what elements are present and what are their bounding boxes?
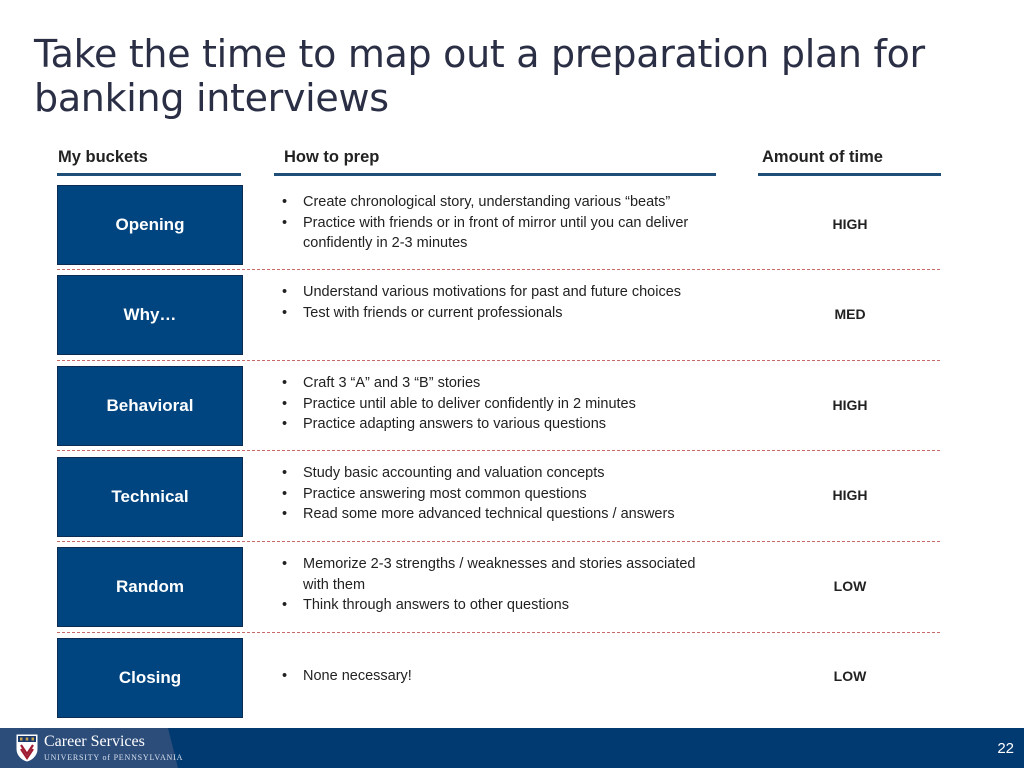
header-how-to-prep: How to prep bbox=[284, 148, 380, 166]
logo-university: UNIVERSITY of PENNSYLVANIA bbox=[44, 753, 184, 762]
row-divider bbox=[57, 541, 940, 542]
prep-list-technical bbox=[280, 463, 710, 525]
bucket-technical: Technical bbox=[57, 457, 243, 537]
prep-bullet: • Practice until able to deliver confidently in 2 minutes bbox=[280, 394, 710, 415]
prep-bullet: • Craft 3 “A” and 3 “B” stories bbox=[280, 373, 710, 394]
header-my-buckets: My buckets bbox=[58, 148, 148, 166]
amount-why: MED bbox=[834, 306, 866, 322]
prep-list-behavioral bbox=[280, 373, 710, 435]
plan-row-random bbox=[0, 547, 1024, 627]
row-divider bbox=[57, 269, 940, 270]
row-divider bbox=[57, 632, 940, 633]
prep-bullet: • Study basic accounting and valuation concepts bbox=[280, 463, 710, 484]
prep-list-random bbox=[280, 554, 710, 616]
prep-bullet: • Think through answers to other questions bbox=[280, 595, 710, 616]
prep-bullet: • Practice answering most common questions bbox=[280, 484, 710, 505]
bucket-why: Why… bbox=[57, 275, 243, 355]
amount-opening: HIGH bbox=[832, 216, 868, 232]
logo-career-services: Career Services bbox=[44, 733, 145, 750]
plan-row-closing bbox=[0, 638, 1024, 718]
plan-row-behavioral bbox=[0, 366, 1024, 446]
footer-bar bbox=[0, 728, 1024, 768]
header-rule-prep bbox=[274, 173, 716, 176]
plan-row-technical bbox=[0, 457, 1024, 537]
row-divider bbox=[57, 450, 940, 451]
page-number: 22 bbox=[997, 740, 1014, 757]
prep-list-closing bbox=[280, 666, 710, 687]
bucket-random: Random bbox=[57, 547, 243, 627]
prep-bullet: • None necessary! bbox=[280, 666, 710, 687]
prep-bullet: • Read some more advanced technical questions / answers bbox=[280, 504, 710, 525]
bucket-closing: Closing bbox=[57, 638, 243, 718]
prep-bullet: • Test with friends or current professionals bbox=[280, 303, 710, 324]
plan-row-why bbox=[0, 275, 1024, 355]
penn-shield-icon bbox=[16, 734, 38, 762]
amount-behavioral: HIGH bbox=[832, 397, 868, 413]
amount-random: LOW bbox=[833, 578, 867, 594]
prep-bullet: • Understand various motivations for past and future choices bbox=[280, 282, 710, 303]
prep-list-why bbox=[280, 282, 710, 323]
header-rule-time bbox=[758, 173, 941, 176]
bucket-behavioral: Behavioral bbox=[57, 366, 243, 446]
amount-technical: HIGH bbox=[832, 487, 868, 503]
amount-closing: LOW bbox=[833, 668, 867, 684]
prep-bullet: • Practice with friends or in front of mirror until you can deliver confidently in 2-3 minutes bbox=[280, 213, 710, 254]
prep-bullet: • Memorize 2-3 strengths / weaknesses and stories associated with them bbox=[280, 554, 710, 595]
prep-list-opening bbox=[280, 192, 710, 254]
row-divider bbox=[57, 360, 940, 361]
slide-title: Take the time to map out a preparation plan for banking interviews bbox=[34, 32, 925, 120]
header-rule-buckets bbox=[57, 173, 241, 176]
bucket-opening: Opening bbox=[57, 185, 243, 265]
header-amount-of-time: Amount of time bbox=[762, 148, 883, 166]
plan-row-opening bbox=[0, 185, 1024, 265]
prep-bullet: • Practice adapting answers to various questions bbox=[280, 414, 710, 435]
prep-bullet: • Create chronological story, understanding various “beats” bbox=[280, 192, 710, 213]
